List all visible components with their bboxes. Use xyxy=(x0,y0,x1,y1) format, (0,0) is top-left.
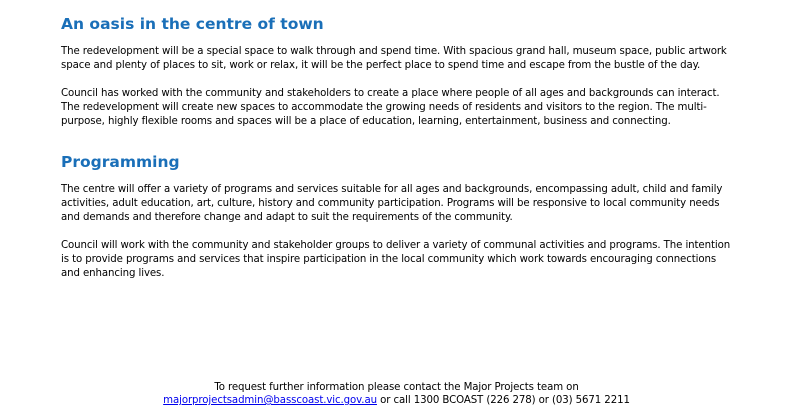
section-paragraph: The centre will offer a variety of programs and services suitable for all ages and backgrounds, encompassing adult, child and family activities, adult education, art, culture, history and community participation. Programs will be responsive to local community needs and demands and therefore change and adapt to suit the requirements of the community. xyxy=(61,184,723,223)
section-programming xyxy=(61,152,731,295)
section-paragraph: The redevelopment will be a special space to walk through and spend time. With spacious grand hall, museum space, public artwork space and plenty of places to sit, work or relax, it will be the perfect place to spend time and escape from the bustle of the day. xyxy=(61,46,727,71)
footer-phone-text: or call 1300 BCOAST (226 278) or (03) 5671 2211 xyxy=(376,395,630,406)
footer-line-1: To request further information please contact the Major Projects team on xyxy=(214,382,579,393)
section-heading: Programming xyxy=(61,153,180,171)
footer-line-2 xyxy=(0,394,793,407)
email-link[interactable]: majorprojectsadmin@basscoast.vic.gov.au xyxy=(163,395,377,406)
section-paragraph: Council will work with the community and stakeholder groups to deliver a variety of communal activities and programs. The intention is to provide programs and services that inspire participation in the local community which work towards encouraging connections and enhancing lives. xyxy=(61,240,731,279)
section-paragraph: Council has worked with the community and stakeholders to create a place where people of all ages and backgrounds can interact. The redevelopment will create new spaces to accommodate the growing needs of residents and visitors to the region. The multi-purpose, highly flexible rooms and spaces will be a place of education, learning, entertainment, business and connecting. xyxy=(61,88,720,127)
section-oasis xyxy=(61,14,731,143)
section-heading: An oasis in the centre of town xyxy=(61,15,324,33)
footer-contact xyxy=(0,381,793,407)
